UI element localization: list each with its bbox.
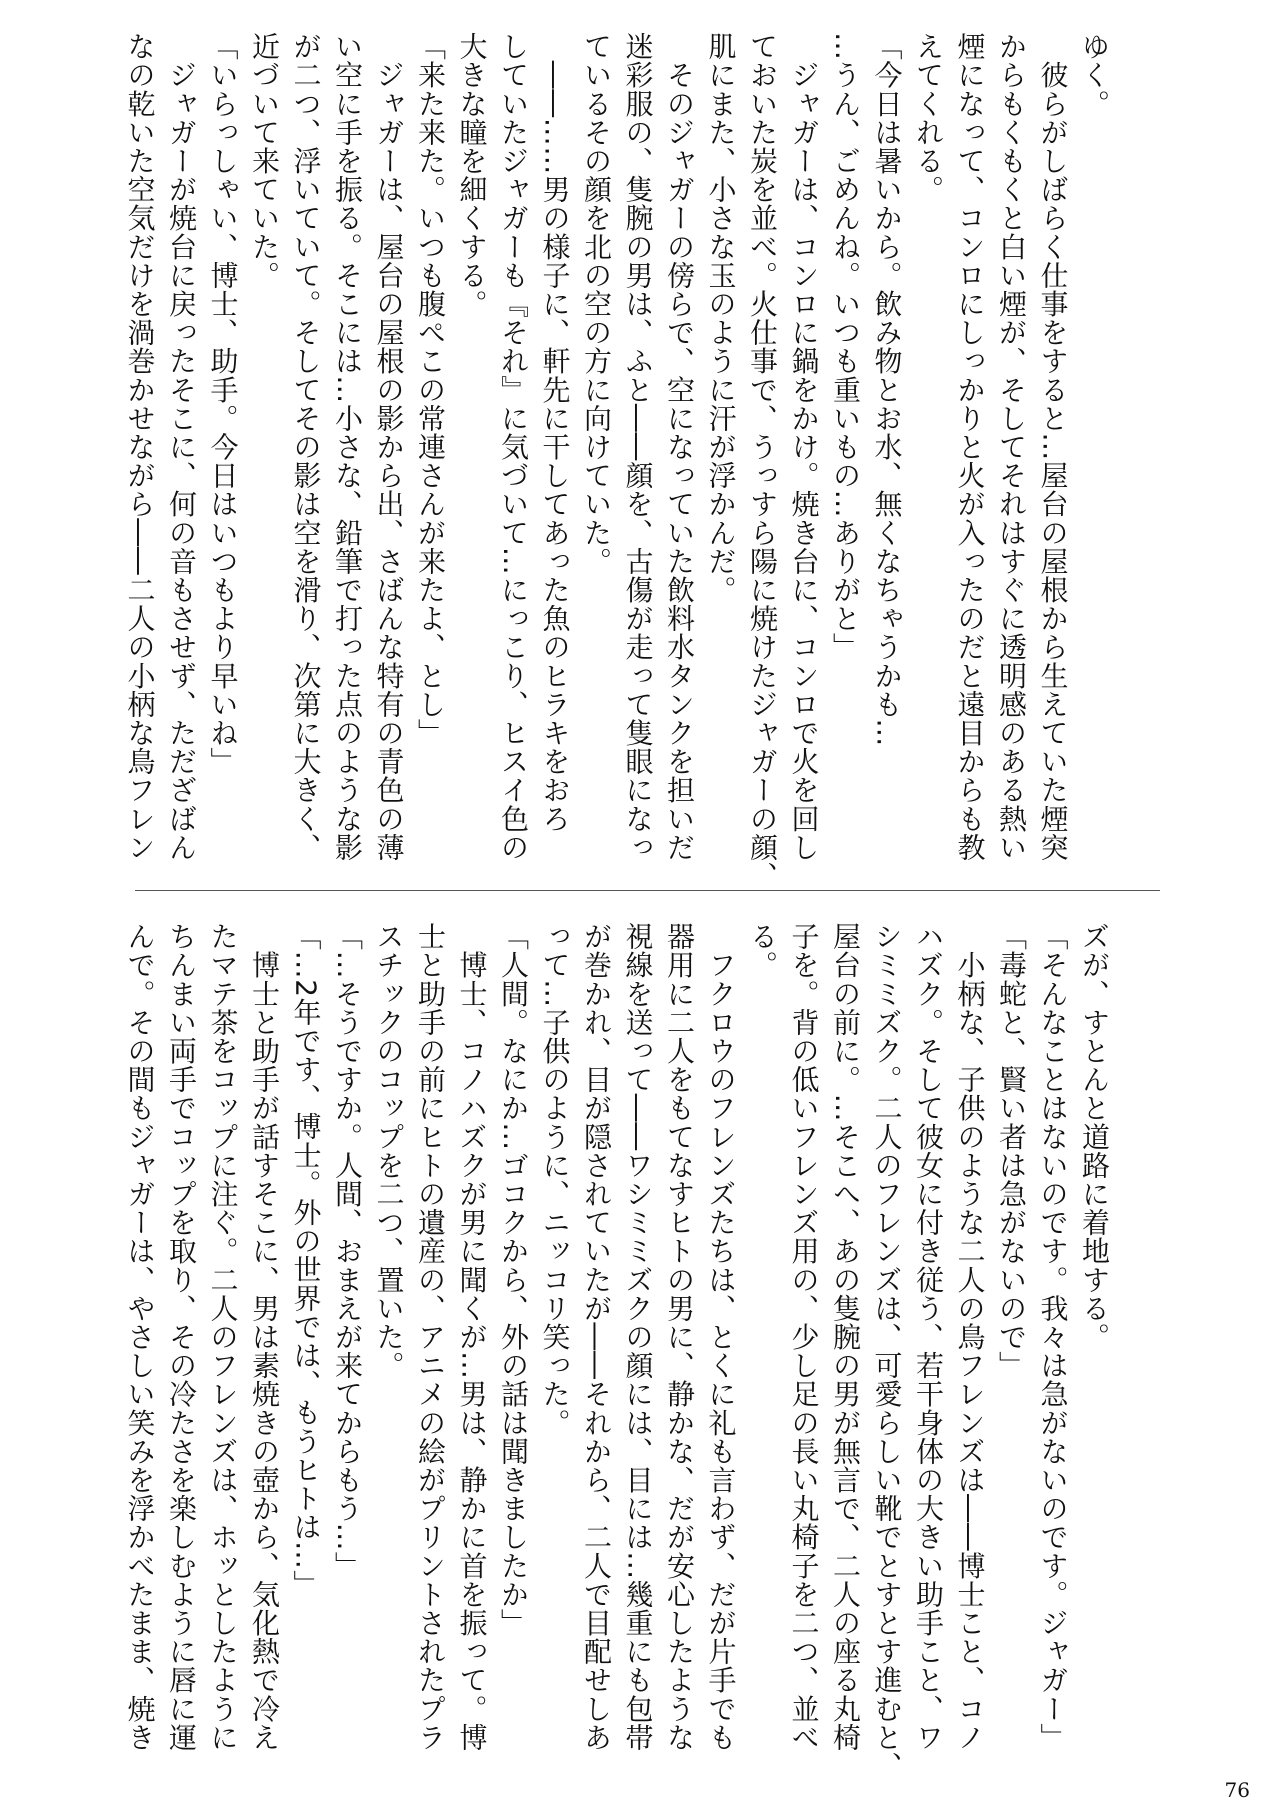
text-column: 「毒蛇と、賢い者は急がないので」: [995, 922, 1028, 1380]
text-column: 「…2年です、博士。外の世界では、もうヒトは…」: [289, 922, 323, 1599]
text-column: が二つ、浮いていて。そしてその影は空を滑り、次第に大きく、: [289, 32, 323, 862]
text-column: していたジャガーも『それ』に気づいて…にっこり、ヒスイ色の: [497, 32, 530, 862]
text-column: ておいた炭を並べ。火仕事で、うっすら陽に焼けたジャガーの顔、: [746, 32, 779, 890]
text-column: 士と助手の前にヒトの遺産の、アニメの絵がプリントされたプラ: [414, 922, 447, 1752]
page-number: 76: [1224, 1778, 1250, 1802]
text-column: 子を。背の低いフレンズ用の、少し足の長い丸椅子を二つ、並べ: [787, 922, 821, 1752]
text-column: 小柄な、子供のような二人の鳥フレンズは――博士こと、コノ: [953, 922, 987, 1752]
text-column: 近づいて来ていた。: [248, 32, 281, 290]
text-column: 「いらっしゃい、博士、助手。今日はいつもより早いね」: [206, 32, 240, 776]
text-column: い空に手を振る。そこには…小さな、鉛筆で打った点のような影: [331, 32, 364, 862]
text-column: 屋台の前に。…そこへ、あの隻腕の男が無言で、二人の座る丸椅: [829, 922, 862, 1752]
section-divider: [135, 890, 1160, 891]
text-column: たマテ茶をコップに注ぐ。二人のフレンズは、ホッとしたように: [206, 922, 240, 1752]
text-column: 「…そうですか。人間、おまえが来てからもう…」: [331, 922, 364, 1580]
text-column: ――……男の様子に、軒先に干してあった魚のヒラキをおろ: [538, 32, 572, 833]
text-column: シミミズク。二人のフレンズは、可愛らしい靴でとすとす進むと、: [870, 922, 904, 1780]
text-column: ちんまい両手でコップを取り、その冷たさを楽しむように唇に運: [165, 922, 198, 1752]
text-column: 器用に二人をもてなすヒトの男に、静かな、だが安心したような: [663, 922, 696, 1752]
text-column: 迷彩服の、隻腕の男は、ふと――顔を、古傷が走って隻眼になっ: [621, 32, 655, 862]
text-column: ているその顔を北の空の方に向けていた。: [580, 32, 613, 576]
text-column: フクロウのフレンズたちは、とくに礼も言わず、だが片手でも: [704, 922, 738, 1752]
text-column: スチックのコップを二つ、置いた。: [372, 922, 406, 1380]
text-column: 肌にまた、小さな玉のように汗が浮かんだ。: [704, 32, 738, 604]
text-column: 「そんなことはないのです。我々は急がないのです。ジャガー」: [1036, 922, 1070, 1752]
text-column: 博士と助手が話すそこに、男は素焼きの壺から、気化熱で冷え: [248, 922, 281, 1752]
text-column: 彼らがしばらく仕事をすると…屋台の屋根から生えていた煙突: [1036, 32, 1070, 862]
text-column: ジャガーは、コンロに鍋をかけ。焼き台に、コンロで火を回し: [787, 32, 821, 862]
text-column: んで。その間もジャガーは、やさしい笑みを浮かべたまま、焼き: [123, 922, 157, 1752]
text-column: からもくもくと白い煙が、そしてそれはすぐに透明感のある熱い: [995, 32, 1028, 862]
text-column: えてくれる。: [912, 32, 945, 204]
text-column: る。: [746, 922, 779, 980]
lower-text-block: [115, 922, 1115, 1780]
text-column: 博士、コノハズクが男に聞くが…男は、静かに首を振って。博: [455, 922, 489, 1752]
text-column: そのジャガーの傍らで、空になっていた飲料水タンクを担いだ: [663, 32, 696, 862]
text-column: なの乾いた空気だけを渦巻かせながら――二人の小柄な鳥フレン: [123, 32, 157, 862]
text-column: ズが、すとんと道路に着地する。: [1078, 922, 1111, 1351]
text-column: 「人間。なにか…ゴコクから、外の話は聞きましたか」: [497, 922, 530, 1637]
text-column: 煙になって、コンロにしっかりと火が入ったのだと遠目からも教: [953, 32, 987, 862]
upper-text-block: [115, 32, 1115, 890]
text-column: ジャガーが焼台に戻ったそこに、何の音もさせず、ただざばん: [165, 32, 198, 862]
text-column: 「今日は暑いから。飲み物とお水、無くなちゃうかも…: [870, 32, 904, 747]
text-column: が巻かれ、目が隠されていたが――それから、二人で目配せしあ: [580, 922, 613, 1752]
text-column: ジャガーは、屋台の屋根の影から出、さばんな特有の青色の薄: [372, 32, 406, 862]
text-column: ハズク。そして彼女に付き従う、若干身体の大きい助手こと、ワ: [912, 922, 945, 1752]
text-column: ゆく。: [1078, 32, 1111, 118]
text-column: 「来た来た。いつも腹ぺこの常連さんが来たよ、とし」: [414, 32, 447, 747]
text-column: 大きな瞳を細くする。: [455, 32, 489, 318]
text-column: 視線を送って――ワシミミズクの顔には、目には…幾重にも包帯: [621, 922, 655, 1752]
text-column: って…子供のように、ニッコリ笑った。: [538, 922, 572, 1437]
text-column: …うん、ごめんね。いつも重いもの…ありがと」: [829, 32, 862, 662]
